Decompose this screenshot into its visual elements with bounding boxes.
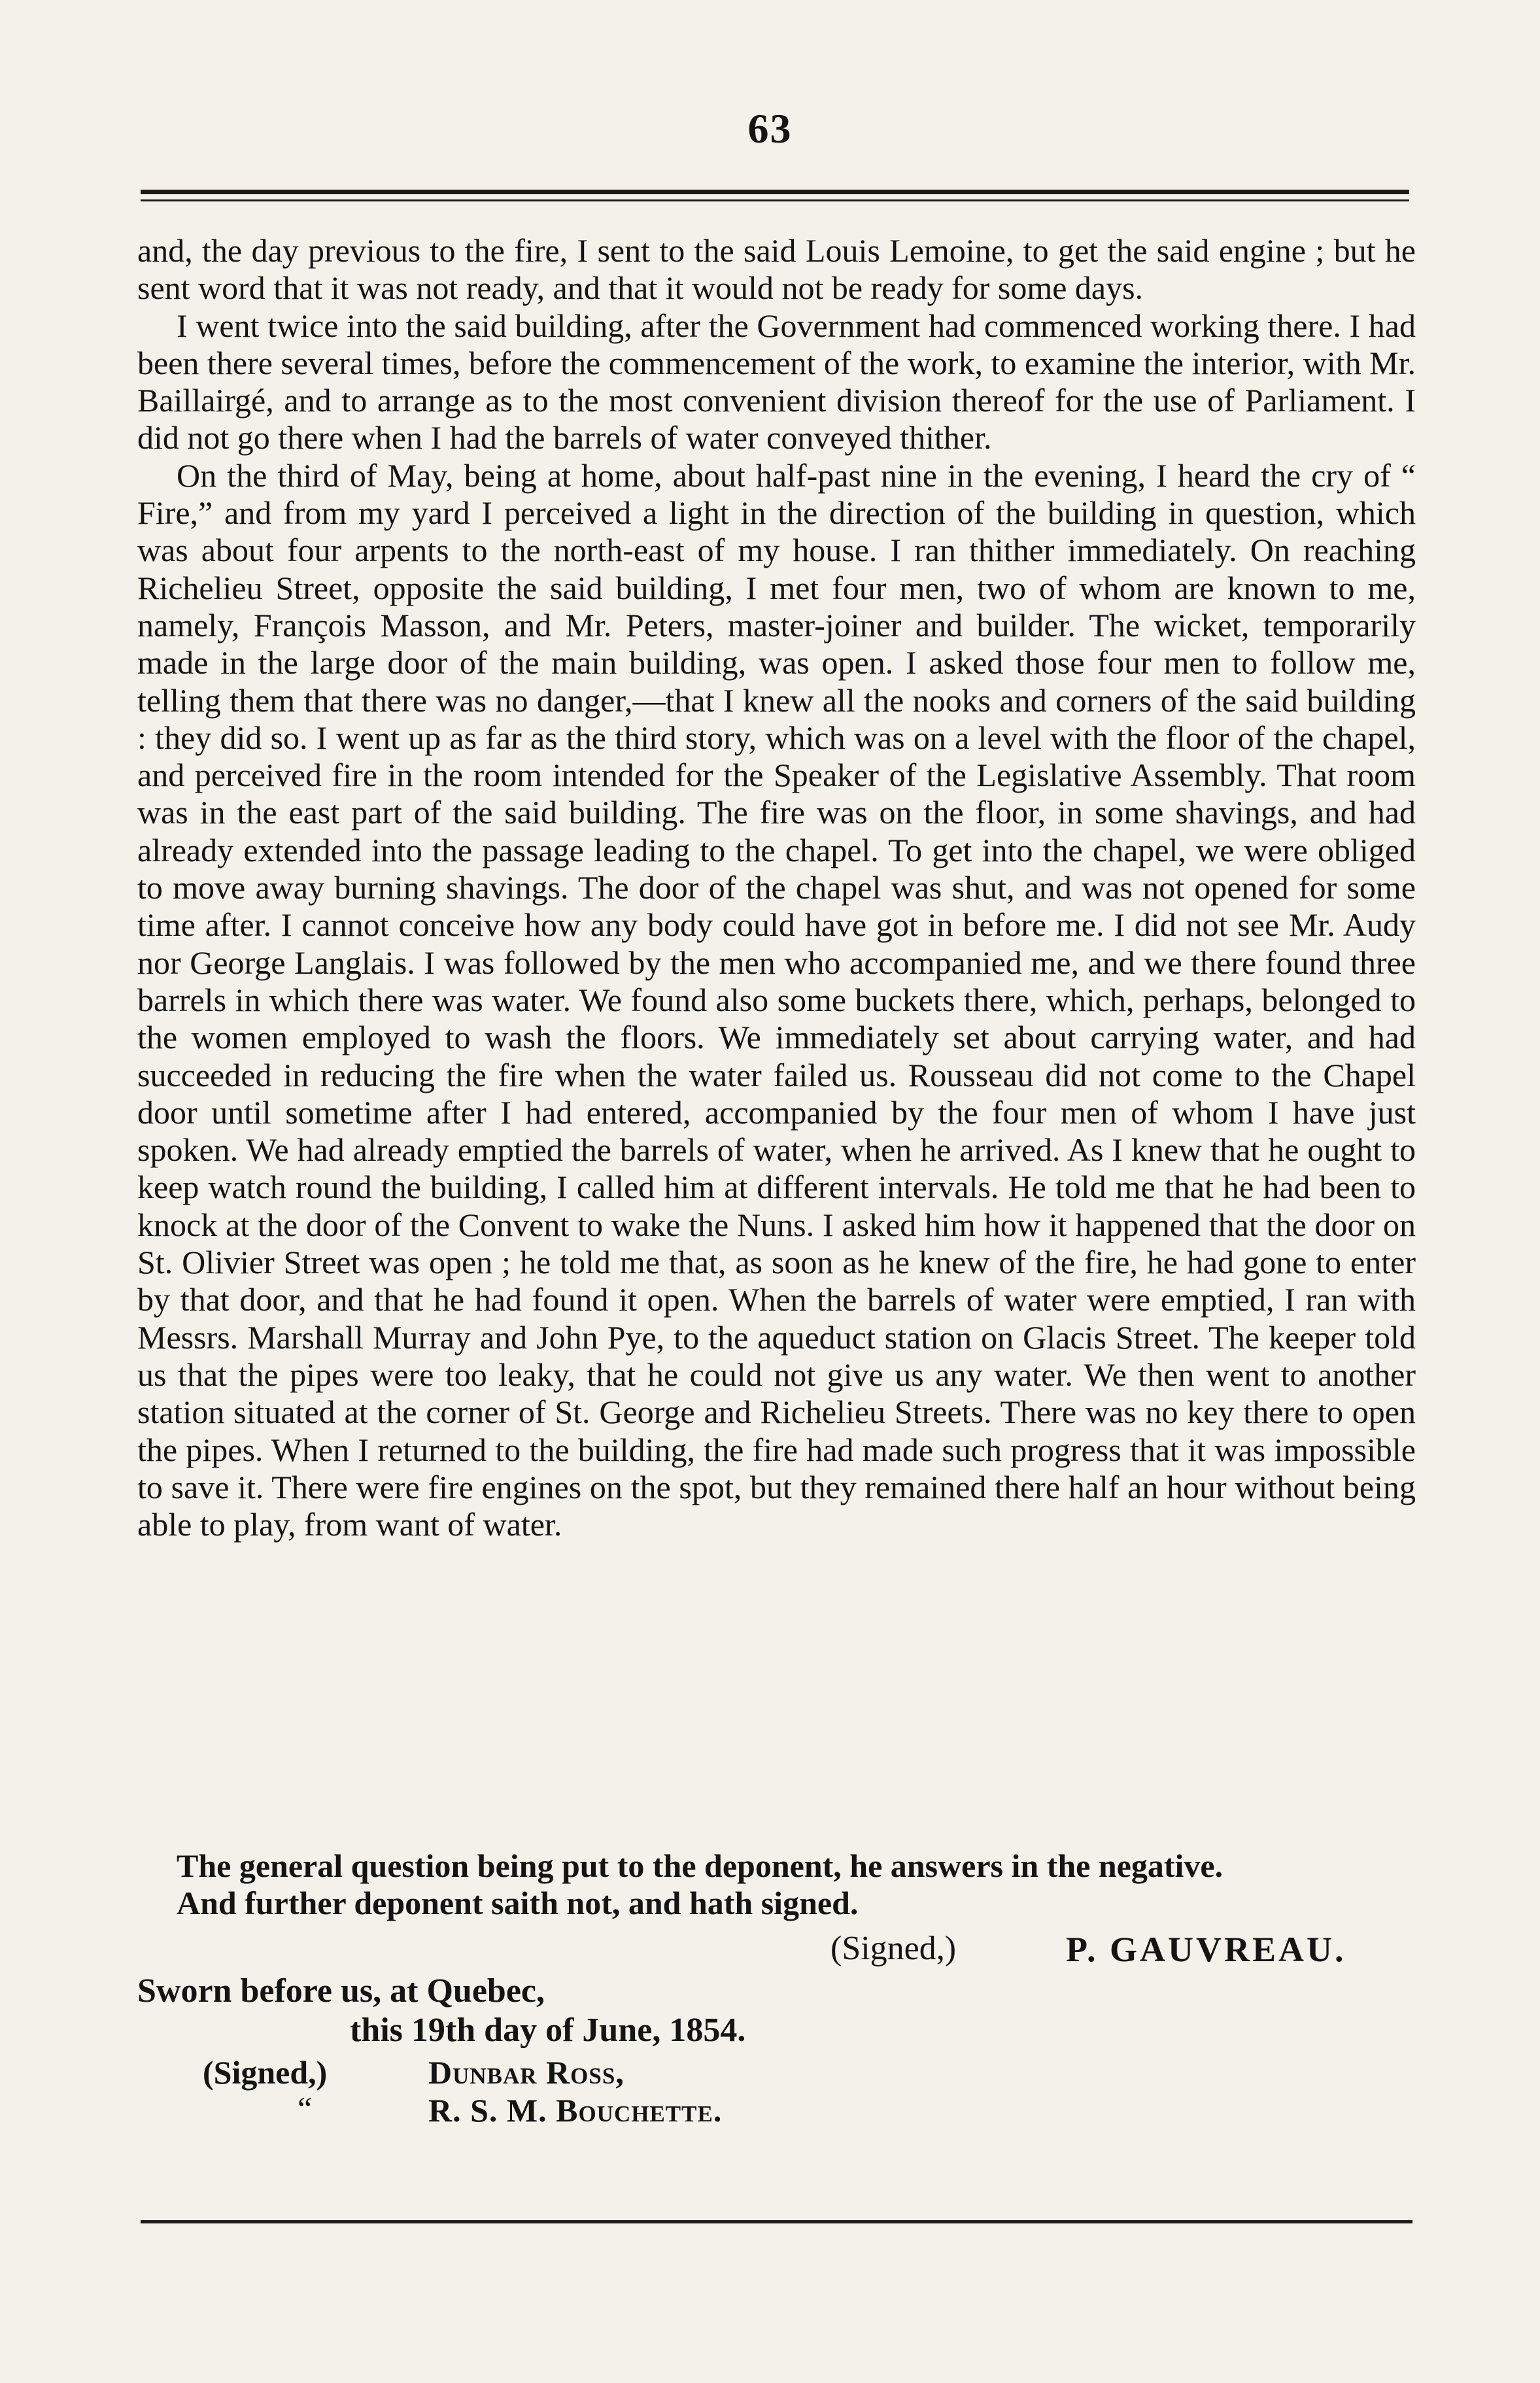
sworn-line: Sworn before us, at Quebec,	[137, 1972, 545, 2010]
witness-signed-label: (Signed,)	[203, 2054, 328, 2091]
general-question-text: The general question being put to the deponent, he answers in the negative.	[177, 1847, 1223, 1884]
deposition-body	[137, 232, 1416, 1543]
sworn-date: this 19th day of June, 1854.	[350, 2012, 746, 2049]
page-number: 63	[747, 105, 793, 152]
signed-label: (Signed,)	[830, 1930, 957, 1967]
general-question	[137, 1847, 1416, 1922]
ditto-mark: “	[298, 2090, 313, 2127]
witness-name: Dunbar Ross,	[428, 2054, 625, 2091]
paragraph: and, the day previous to the fire, I sent to the said Louis Lemoine, to get the said engine ; but he sent word that it was not ready, and that it would not be ready for some days.	[137, 232, 1416, 307]
witness-name: R. S. M. Bouchette.	[428, 2092, 723, 2129]
paragraph: I went twice into the said building, after the Government had commenced working there. I had been there several times, before the commencement of the work, to examine the interior, with Mr. Baillairgé, and to arrange as to the most convenient division thereof for the use of Parliament. I did not go there when I had the barrels of water conveyed thither.	[137, 307, 1416, 456]
paragraph: On the third of May, being at home, about half-past nine in the evening, I heard the cry of “ Fire,” and from my yard I perceived a light in the direction of the building in question, which was about four arpents to the north-east of my house. I ran thither immediately. On reaching Richelieu Street, opposite the said building, I met four men, two of whom are known to me, namely, François Masson, and Mr. Peters, master-joiner and builder. The wicket, temporarily made in the large door of the main building, was open. I asked those four men to follow me, telling them that there was no danger,—that I knew all the nooks and corners of the said building : they did so. I went up as far as the third story, which was on a level with the floor of the chapel, and perceived fire in the room intended for the Speaker of the Legislative Assembly. That room was in the east part of the said building. The fire was on the floor, in some shavings, and had already extended into the passage leading to the chapel. To get into the chapel, we were obliged to move away burning shavings. The door of the chapel was shut, and was not opened for some time after. I cannot conceive how any body could have got in before me. I did not see Mr. Audy nor George Langlais. I was followed by the men who accompanied me, and we there found three barrels in which there was water. We found also some buckets there, which, perhaps, belonged to the women employed to wash the floors. We immediately set about carrying water, and had succeeded in reducing the fire when the water failed us. Rousseau did not come to the Chapel door until sometime after I had entered, accompanied by the four men of whom I have just spoken. We had already emptied the barrels of water, when he arrived. As I knew that he ought to keep watch round the building, I called him at different intervals. He told me that he had been to knock at the door of the Convent to wake the Nuns. I asked him how it happened that the door on St. Olivier Street was open ; he told me that, as soon as he knew of the fire, he had gone to enter by that door, and that he had found it open. When the barrels of water were emptied, I ran with Messrs. Marshall Murray and John Pye, to the aqueduct station on Glacis Street. The keeper told us that the pipes were too leaky, that he could not give us any water. We then went to another station situated at the corner of St. George and Richelieu Streets. There was no key there to open the pipes. When I returned to the building, the fire had made such progress that it was impossible to save it. There were fire engines on the spot, but they remained there half an hour without being able to play, from want of water.	[137, 456, 1416, 1543]
header-rule	[141, 190, 1409, 194]
footer-rule	[141, 2220, 1412, 2223]
header-rule-thin	[141, 199, 1409, 201]
signer-name: P. GAUVREAU.	[1066, 1930, 1346, 1969]
further-deponent-text: And further deponent saith not, and hath signed.	[177, 1885, 859, 1921]
